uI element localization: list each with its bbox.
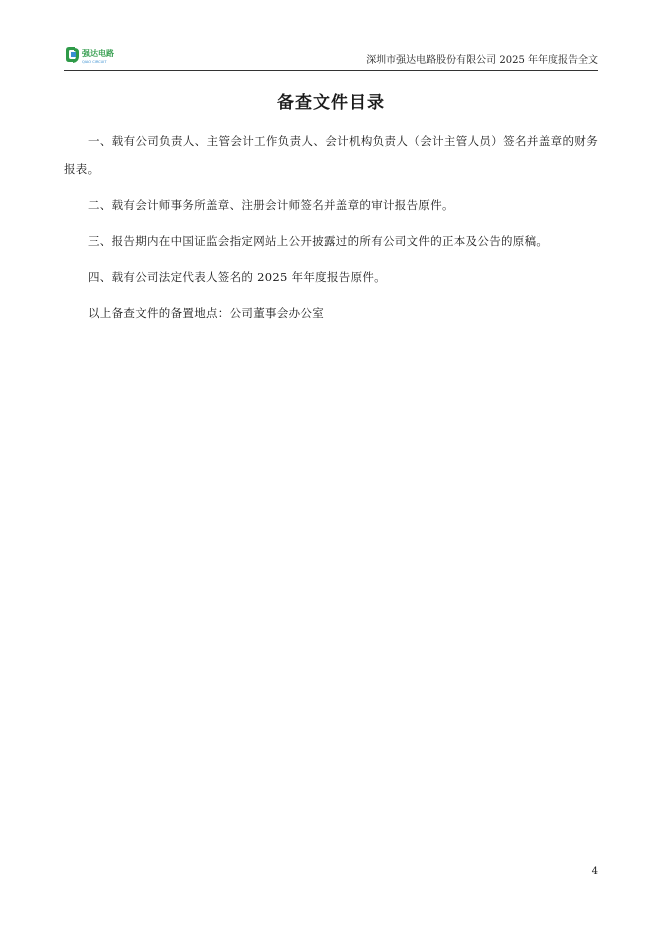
document-title: 备查文件目录 — [277, 93, 385, 113]
page-header — [64, 44, 598, 70]
paragraph-public-disclosures: 三、报告期内在中国证监会指定网站上公开披露过的所有公司文件的正本及公告的原稿。 — [88, 234, 549, 248]
logo-text-en: QIAO CIRCUIT — [82, 60, 107, 64]
page-number: 4 — [591, 866, 598, 877]
company-logo — [64, 44, 120, 66]
paragraph-financial-statements: 一、载有公司负责人、主管会计工作负责人、会计机构负责人（会计主管人员）签名并盖章的财务报表。 — [64, 134, 598, 176]
header-rule — [64, 70, 598, 71]
paragraph-annual-report-original: 四、载有公司法定代表人签名的 2025 年年度报告原件。 — [88, 270, 386, 284]
document-body — [64, 127, 598, 327]
paragraph-storage-location: 以上备查文件的备置地点：公司董事会办公室 — [88, 306, 324, 320]
logo-text-cn: 强达电路 — [82, 49, 114, 58]
running-title: 深圳市强达电路股份有限公司 2025 年年度报告全文 — [366, 55, 598, 66]
paragraph-audit-report: 二、载有会计师事务所盖章、注册会计师签名并盖章的审计报告原件。 — [88, 198, 454, 212]
